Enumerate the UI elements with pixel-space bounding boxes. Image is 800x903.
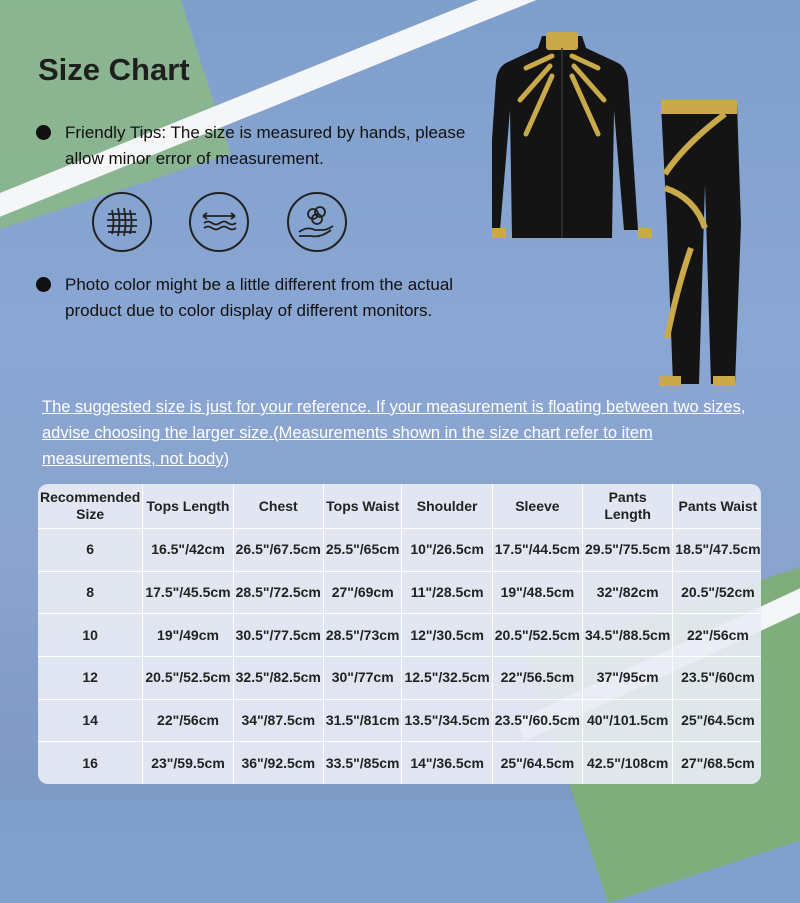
table-cell: 20.5"/52.5cm (493, 614, 583, 657)
fabric-grid-icon (92, 192, 152, 252)
pants-image (655, 98, 745, 386)
stretch-arrows-icon (189, 192, 249, 252)
table-row (38, 572, 761, 615)
table-cell: 13.5"/34.5cm (402, 700, 492, 743)
bullet-icon (36, 277, 51, 292)
table-cell: 8 (38, 572, 143, 615)
tip-item (36, 120, 466, 172)
column-header: Tops Length (143, 484, 233, 529)
table-cell: 29.5"/75.5cm (583, 529, 673, 572)
table-cell: 22"/56.5cm (493, 657, 583, 700)
table-row (38, 529, 761, 572)
column-header: Shoulder (402, 484, 492, 529)
table-cell: 12.5"/32.5cm (402, 657, 492, 700)
table-cell: 19"/49cm (143, 614, 233, 657)
table-cell: 30"/77cm (324, 657, 403, 700)
table-cell: 12"/30.5cm (402, 614, 492, 657)
table-cell: 20.5"/52cm (673, 572, 761, 615)
table-cell: 22"/56cm (143, 700, 233, 743)
table-cell: 11"/28.5cm (402, 572, 492, 615)
table-cell: 40"/101.5cm (583, 700, 673, 743)
column-header: Recommended Size (38, 484, 143, 529)
table-cell: 34"/87.5cm (234, 700, 324, 743)
column-header: Pants Waist (673, 484, 761, 529)
table-cell: 34.5"/88.5cm (583, 614, 673, 657)
table-cell: 33.5"/85cm (324, 742, 403, 784)
table-cell: 19"/48.5cm (493, 572, 583, 615)
table-cell: 27"/69cm (324, 572, 403, 615)
jacket-image (492, 28, 652, 248)
table-cell: 31.5"/81cm (324, 700, 403, 743)
table-cell: 25"/64.5cm (673, 700, 761, 743)
table-cell: 18.5"/47.5cm (673, 529, 761, 572)
column-header: Sleeve (493, 484, 583, 529)
table-cell: 27"/68.5cm (681, 754, 755, 771)
tip-item (36, 272, 476, 324)
table-row (38, 614, 761, 657)
size-table (38, 484, 761, 784)
table-row (38, 742, 761, 784)
table-cell: 23"/59.5cm (143, 742, 233, 784)
column-header: Pants Length (583, 484, 673, 529)
table-row (38, 657, 761, 700)
table-cell: 6 (38, 529, 143, 572)
table-cell: 10"/26.5cm (402, 529, 492, 572)
table-cell: 25.5"/65cm (324, 529, 403, 572)
tip-text: Friendly Tips: The size is measured by hands, please allow minor error of measurement. (65, 123, 466, 168)
table-cell: 28.5"/73cm (324, 614, 403, 657)
column-header: Chest (234, 484, 324, 529)
table-cell: 17.5"/44.5cm (493, 529, 583, 572)
size-table-container (38, 484, 761, 784)
table-header-row (38, 484, 761, 529)
table-cell: 28.5"/72.5cm (234, 572, 324, 615)
table-cell: 23.5"/60cm (673, 657, 761, 700)
table-cell: 30.5"/77.5cm (234, 614, 324, 657)
table-cell: 10 (38, 614, 143, 657)
table-cell: 32.5"/82.5cm (234, 657, 324, 700)
table-cell: 14 (38, 700, 143, 743)
cotton-hand-icon (287, 192, 347, 252)
tip-text: Photo color might be a little different from the actual product due to color display of different monitors. (65, 275, 454, 320)
bullet-icon (36, 125, 51, 140)
table-cell: 12 (38, 657, 143, 700)
table-cell: 26.5"/67.5cm (234, 529, 324, 572)
page-title: Size Chart (38, 52, 190, 87)
table-cell: 37"/95cm (583, 657, 673, 700)
table-cell: 16.5"/42cm (143, 529, 233, 572)
table-cell: 20.5"/52.5cm (143, 657, 233, 700)
table-cell: 16 (38, 742, 143, 784)
table-cell: 17.5"/45.5cm (143, 572, 233, 615)
table-cell: 32"/82cm (583, 572, 673, 615)
table-cell: 42.5"/108cm (583, 742, 673, 784)
table-cell: 14"/36.5cm (402, 742, 492, 784)
table-cell: 25"/64.5cm (493, 742, 583, 784)
size-note: The suggested size is just for your reference. If your measurement is floating between two sizes, advise choosing the larger size.(Measurements shown in the size chart refer to item measurements, not body) (42, 398, 746, 468)
table-cell: 22"/56cm (673, 614, 761, 657)
table-row (38, 700, 761, 743)
table-cell: 36"/92.5cm (234, 742, 324, 784)
table-cell: 23.5"/60.5cm (493, 700, 583, 743)
column-header: Tops Waist (324, 484, 403, 529)
